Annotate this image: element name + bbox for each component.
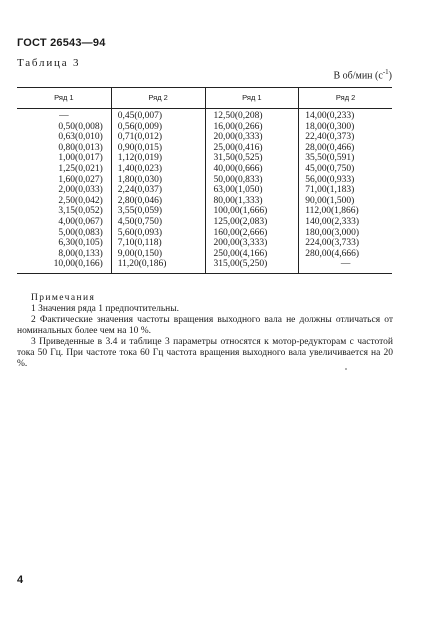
table-cell: 250,00(4,166) (213, 248, 268, 259)
table-cell: 0,45(0,007) (117, 111, 163, 121)
table-cell: 4,00(0,067) (58, 216, 103, 227)
table-cell: 3,55(0,059) (117, 206, 163, 217)
column-header: Ряд 1 (17, 88, 111, 109)
table-cell: 224,00(3,733) (305, 238, 360, 249)
table-cell: 2,80(0,046) (117, 195, 163, 206)
table-cell: 180,00(3,000) (305, 227, 360, 238)
column-values (17, 109, 111, 273)
note-2: 2 Фактические значения частоты вращения выходного вала не должны отличаться от номинальных более чем на 10 %. (17, 315, 393, 336)
column-header: Ряд 2 (299, 88, 392, 109)
table-title: Таблица 3 (17, 57, 81, 69)
table-cell: 40,00(0,666) (213, 163, 263, 174)
table-cell: 90,00(1,500) (305, 195, 355, 206)
units-exponent: -1 (382, 68, 389, 76)
table-cell: 200,00(3,333) (213, 238, 268, 249)
table-cell: 71,00(1,183) (305, 185, 355, 196)
table-cell: 112,00(1,866) (305, 206, 359, 217)
table-cell: 6,30(0,105) (58, 238, 103, 249)
units-text: В об/мин (с (333, 70, 383, 82)
page-number: 4 (17, 574, 24, 586)
table-cell: — (340, 259, 351, 270)
column-values (112, 109, 205, 273)
table-cell: 0,71(0,012) (117, 132, 163, 143)
units-close: ) (388, 70, 392, 82)
table-cell: 11,20(0,186) (117, 259, 167, 270)
table-cell: 315,00(5,250) (213, 259, 268, 270)
notes-block (17, 293, 393, 370)
column-values (299, 109, 392, 273)
table-cell: 0,63(0,010) (58, 132, 103, 143)
table-cell: 35,50(0,591) (305, 153, 355, 164)
table-cell: 12,50(0,208) (213, 111, 263, 121)
table-column-1 (17, 88, 111, 273)
standard-code: ГОСТ 26543—94 (17, 37, 106, 49)
table-cell: 16,00(0,266) (213, 121, 263, 132)
table-cell: 25,00(0,416) (213, 142, 263, 153)
table-cell: 20,00(0,333) (213, 132, 263, 143)
table-cell: 140,00(2,333) (305, 216, 360, 227)
speed-table (17, 87, 392, 274)
table-cell: 2,00(0,033) (58, 185, 103, 196)
table-cell: 5,60(0,093) (117, 227, 163, 238)
table-cell: 160,00(2,666) (213, 227, 268, 238)
table-cell: 1,00(0,017) (58, 153, 103, 164)
table-cell: 100,00(1,666) (213, 206, 268, 217)
table-cell: 125,00(2,083) (213, 216, 268, 227)
table-cell: 45,00(0,750) (305, 163, 355, 174)
table-column-3 (205, 88, 299, 273)
table-cell: 1,25(0,021) (58, 163, 103, 174)
table-cell: 4,50(0,750) (117, 216, 163, 227)
table-cell: 18,00(0,300) (305, 121, 355, 132)
table-cell: 7,10(0,118) (117, 238, 162, 249)
table-column-4 (298, 88, 392, 273)
column-header: Ряд 1 (206, 88, 299, 109)
table-cell: 0,90(0,015) (117, 142, 163, 153)
table-cell: 56,00(0,933) (305, 174, 355, 185)
table-cell: 31,50(0,525) (213, 153, 263, 164)
table-cell: 3,15(0,052) (58, 206, 103, 217)
table-cell: 5,00(0,083) (58, 227, 103, 238)
note-1: 1 Значения ряда 1 предпочтительны. (31, 304, 180, 314)
table-units (333, 68, 392, 81)
table-cell: 14,00(0,233) (305, 111, 355, 121)
table-cell: 22,40(0,373) (305, 132, 355, 143)
table-cell: 2,24(0,037) (117, 185, 163, 196)
table-cell: 63,00(1,050) (213, 185, 263, 196)
scan-speck (345, 368, 347, 370)
table-cell: 9,00(0,150) (117, 248, 163, 259)
table-cell: 28,00(0,466) (305, 142, 355, 153)
table-cell: 1,40(0,023) (117, 163, 163, 174)
table-column-2 (111, 88, 205, 273)
table-cell: 8,00(0,133) (58, 248, 103, 259)
table-cell: 80,00(1,333) (213, 195, 263, 206)
column-values (206, 109, 299, 273)
table-cell: 0,80(0,013) (58, 142, 103, 153)
table-cell: 0,50(0,008) (58, 121, 103, 132)
notes-title: Примечания (31, 293, 96, 303)
table-cell: 280,00(4,666) (305, 248, 360, 259)
table-cell: 0,56(0,009) (117, 121, 163, 132)
table-cell: 1,80(0,030) (117, 174, 163, 185)
table-cell: 2,50(0,042) (58, 195, 103, 206)
table-cell: — (59, 111, 69, 121)
note-3: 3 Приведенные в 3.4 и таблице 3 параметры относятся к мотор-редукторам с частотой тока 50 Гц. При частоте тока 60 Гц частота вращения выходного вала увеличивается на 20 %. (17, 337, 393, 369)
table-cell: 10,00(0,166) (53, 259, 103, 270)
table-cell: 1,12(0,019) (117, 153, 163, 164)
table-cell: 50,00(0,833) (213, 174, 263, 185)
table-cell: 1,60(0,027) (58, 174, 103, 185)
column-header: Ряд 2 (112, 88, 205, 109)
